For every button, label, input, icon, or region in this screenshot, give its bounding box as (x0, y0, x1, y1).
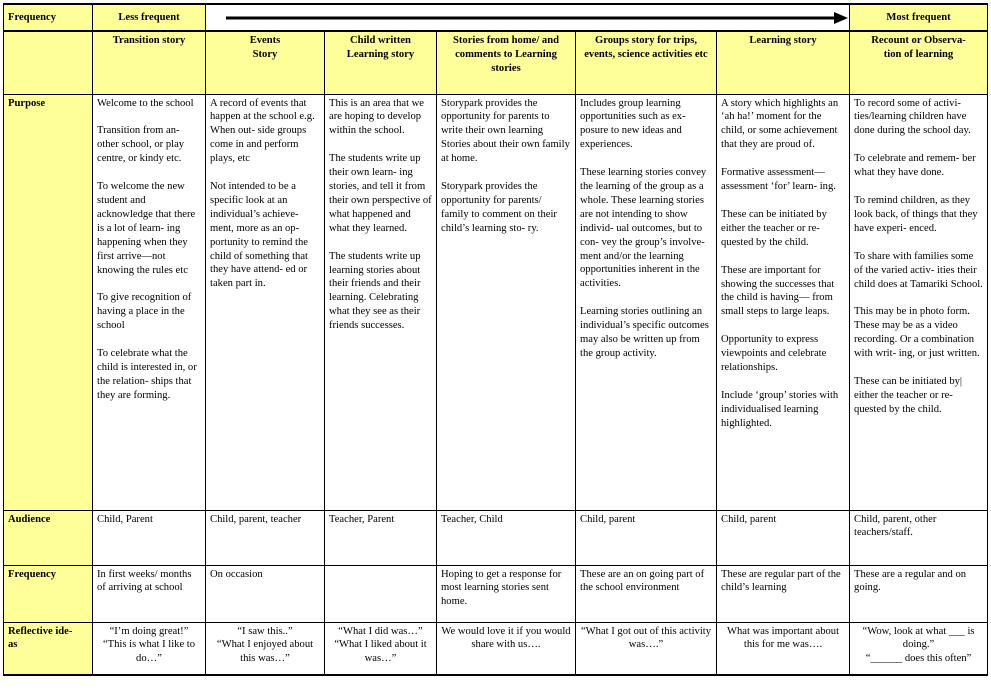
reflective-quote: “What I enjoyed about this was…” (216, 639, 314, 665)
frequency-header: Frequency (8, 11, 57, 23)
audience-text: Child, parent (580, 513, 636, 525)
purpose-row (4, 94, 988, 510)
frequency-row (4, 565, 988, 622)
column-title: Learning story (749, 35, 817, 46)
purpose-paragraph: The students write up learning stories about their friends and their learning. Celebrating what they see as their friends successes. (329, 250, 421, 332)
blank-header-cell (4, 31, 93, 94)
audience-cell (576, 510, 717, 565)
purpose-paragraph: To celebrate what the child is interested in, or the relation- ships that they are forming. (97, 348, 197, 401)
frequency-header-cell (4, 4, 93, 31)
column-header (437, 31, 576, 94)
frequency-text: In first weeks/ months of arriving at school (97, 568, 192, 594)
purpose-paragraph: Not intended to be a specific look at an individual’s achieve- ment, more as an op- portunity to remind the child of something that they have attend- ed or taken part in. (210, 181, 308, 290)
frequency-text: On occasion (210, 568, 263, 580)
purpose-paragraph: A story which highlights an ‘ah ha!’ moment for the child, or some achievement that they are proud of. (721, 97, 839, 151)
reflective-quote: “______ does this often” (865, 653, 972, 665)
purpose-cell (437, 94, 576, 510)
audience-cell (437, 510, 576, 565)
purpose-paragraph: To record some of activi- ties/learning children have done during the school day. (854, 97, 971, 137)
column-title: Recount or Observa- tion of learning (871, 35, 966, 60)
reflective-quote: “I saw this..” (237, 625, 293, 637)
reflective-quote: “This is what I like to do…” (102, 639, 196, 665)
reflective-quote: “Wow, look at what ___ is doing.” (862, 625, 975, 651)
reflective-cell (206, 622, 325, 675)
audience-text: Child, Parent (97, 513, 153, 525)
purpose-cell (93, 94, 206, 510)
audience-row (4, 510, 988, 565)
frequency-cell (93, 565, 206, 622)
purpose-paragraph: Opportunity to express viewpoints and celebrate relationships. (721, 334, 827, 374)
frequency-text: Hoping to get a response for most learning stories sent home. (441, 568, 562, 608)
arrow-head (834, 12, 848, 24)
reflective-cell (325, 622, 437, 675)
purpose-paragraph: These can be initiated by| either the teacher or re- quested by the child. (854, 376, 963, 415)
purpose-cell (576, 94, 717, 510)
audience-cell (850, 510, 988, 565)
reflective-cell (850, 622, 988, 675)
frequency-cell (850, 565, 988, 622)
purpose-cell (850, 94, 988, 510)
audience-cell (206, 510, 325, 565)
most-frequent-label: Most frequent (886, 11, 951, 23)
purpose-paragraph: These learning stories convey the learning of the group as a whole. These learning stories are not intending to show individ- ual outcomes, but to con- vey the group’s involve- ment and/or the learning opportunities inherent in the activities. (580, 167, 707, 290)
learning-stories-table (3, 3, 988, 676)
audience-text: Teacher, Parent (329, 513, 395, 525)
purpose-paragraph: Learning stories outlining an individual’s specific outcomes may also be written up from the group activity. (580, 306, 709, 359)
row-label-audience: Audience (8, 513, 51, 525)
column-title: Transition story (112, 35, 186, 46)
audience-text: Child, parent, other teachers/staff. (854, 513, 937, 539)
row-label-purpose: Purpose (8, 97, 46, 109)
reflective-quote: “What I got out of this activity was….” (580, 625, 712, 651)
reflective-cell (717, 622, 850, 675)
purpose-paragraph: Storypark provides the opportunity for parents to write their own learning Stories about their own family at home. (441, 97, 570, 165)
reflective-quote: “What I did was…” (338, 625, 423, 637)
purpose-paragraph: Formative assessment— assessment ‘for’ learn- ing. (721, 167, 836, 193)
purpose-paragraph: Storypark provides the opportunity for parents/ family to comment on their child’s learning sto- ry. (441, 181, 557, 234)
purpose-paragraph: To remind children, as they look back, of things that they have experi- enced. (854, 195, 978, 234)
frequency-cell (206, 565, 325, 622)
reflective-cell (437, 622, 576, 675)
frequency-arrow (206, 5, 850, 31)
frequency-text: These are an on going part of the school environment (580, 568, 705, 594)
column-header (325, 31, 437, 94)
audience-text: Child, parent, teacher (210, 513, 302, 525)
reflective-quote: What was important about this for me was…. (726, 625, 840, 651)
frequency-text: These are a regular and on going. (854, 568, 967, 594)
purpose-paragraph: This may be in photo form. These may be as a video recording. Or a combination with writ- ing, or just written. (854, 306, 980, 360)
purpose-paragraph: To welcome the new student and acknowledge that there is a lot of learn- ing happening when they first arrive—not knowing the rules etc (97, 181, 196, 276)
audience-text: Teacher, Child (441, 513, 503, 525)
purpose-paragraph: To share with families some of the varied activ- ities their child does at Tamariki School. (854, 250, 983, 290)
column-title: Child written Learning story (346, 35, 415, 60)
purpose-paragraph: A record of events that happen at the school e.g. When out- side groups come in and perform plays, etc (210, 97, 315, 165)
purpose-paragraph: Includes group learning opportunities such as ex- posure to new ideas and experiences. (580, 97, 686, 151)
row-header-cell (4, 565, 93, 622)
reflective-quote: “I’m doing great!” (109, 625, 189, 637)
row-header-cell (4, 510, 93, 565)
purpose-paragraph: To give recognition of having a place in the school (97, 292, 192, 332)
audience-cell (717, 510, 850, 565)
frequency-cell (325, 565, 437, 622)
audience-cell (93, 510, 206, 565)
reflective-ideas-row (4, 622, 988, 675)
less-frequent-label: Less frequent (118, 11, 180, 23)
column-header (850, 31, 988, 94)
audience-cell (325, 510, 437, 565)
reflective-quote: We would love it if you would share with us…. (441, 625, 571, 651)
most-frequent-cell (850, 4, 988, 31)
column-title: Stories from home/ and comments to Learning stories (452, 35, 560, 74)
column-header (93, 31, 206, 94)
purpose-paragraph: Include ‘group’ stories with individualised learning highlighted. (721, 390, 839, 429)
less-frequent-cell (93, 4, 206, 31)
reflective-quote: “What I liked about it was…” (334, 639, 427, 665)
purpose-paragraph: These are important for showing the successes that the child is having— from small steps to large leaps. (721, 264, 835, 318)
column-header (576, 31, 717, 94)
frequency-arrow-cell (206, 4, 850, 31)
frequency-scale-row (4, 4, 988, 31)
purpose-paragraph: To celebrate and remem- ber what they have done. (854, 153, 976, 179)
column-title: Groups story for trips, events, science activities etc (584, 35, 708, 60)
row-label-frequency: Frequency (8, 568, 57, 580)
frequency-cell (576, 565, 717, 622)
column-header (717, 31, 850, 94)
frequency-text: These are regular part of the child’s learning (721, 568, 841, 594)
purpose-paragraph: This is an area that we are hoping to develop within the school. (329, 97, 425, 137)
frequency-cell (437, 565, 576, 622)
row-header-cell (4, 622, 93, 675)
frequency-cell (717, 565, 850, 622)
purpose-cell (325, 94, 437, 510)
purpose-cell (717, 94, 850, 510)
reflective-cell (576, 622, 717, 675)
purpose-paragraph: These can be initiated by either the teacher or re- quested by the child. (721, 208, 827, 248)
purpose-paragraph: The students write up their own learn- ing stories, and tell it from their own perspective of what happened and what they learned. (329, 153, 432, 234)
row-header-cell (4, 94, 93, 510)
story-type-header-row (4, 31, 988, 94)
column-title: Events Story (249, 35, 281, 60)
purpose-paragraph: Transition from an- other school, or play centre, or kindy etc. (97, 125, 185, 165)
reflective-cell (93, 622, 206, 675)
column-header (206, 31, 325, 94)
purpose-paragraph: Welcome to the school (97, 97, 194, 109)
row-label-reflective: Reflective ide- as (8, 625, 73, 651)
purpose-cell (206, 94, 325, 510)
audience-text: Child, parent (721, 513, 777, 525)
